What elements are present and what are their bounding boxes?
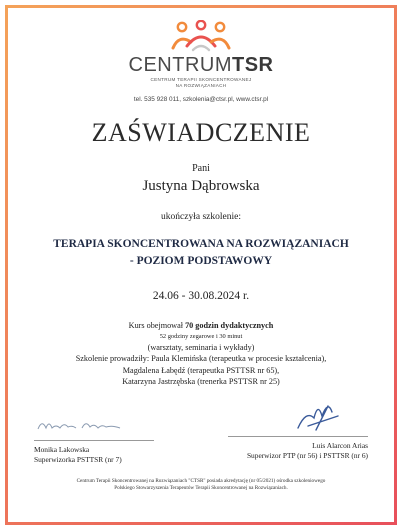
person-name: Justyna Dąbrowska	[142, 178, 260, 194]
logo	[0, 20, 402, 103]
clock-hours: 52 godziny zegarowe i 30 minut	[159, 332, 243, 340]
left-signature	[34, 416, 134, 434]
trainers-line-1: Szkolenie prowadziły: Paula Klemińska (terapeutka w procesie kształcenia),	[75, 354, 327, 364]
brand-name: CENTRUMTSR	[128, 54, 274, 76]
right-signature	[288, 398, 348, 434]
hours-line: Kurs obejmował 70 godzin dydaktycznych	[128, 321, 274, 330]
right-signature-block	[228, 398, 368, 460]
people-logo-icon	[169, 20, 233, 52]
footer-line-2: Polskiego Stowarzyszenia Terapeutów Terapii Skoncentrowanej na Rozwiązaniach.	[114, 485, 288, 491]
course-title	[0, 236, 402, 270]
trainers-line-2: Magdalena Łabędź (terapeutka PSTTSR nr 65),	[122, 365, 280, 375]
trainers-line-3: Katarzyna Jastrzębska (trenerka PSTTSR nr 25)	[122, 377, 280, 387]
brand-subtitle-1: CENTRUM TERAPII SKONCENTROWANEJ	[150, 77, 252, 82]
left-signer-name: Monika Lakowska	[34, 445, 90, 454]
course-title-line1: TERAPIA SKONCENTROWANA NA ROZWIĄZANIACH	[53, 238, 349, 250]
course-details	[0, 320, 402, 388]
right-signature-line	[228, 436, 368, 437]
left-signer-role: Superwizorka PSTTSR (nr 7)	[34, 454, 122, 464]
salutation: Pani	[192, 163, 210, 174]
course-title-line2: - POZIOM PODSTAWOWY	[129, 255, 273, 267]
course-format: (warsztaty, seminaria i wykłady)	[147, 342, 255, 352]
right-signer-role: Superwizor PTP (nr 56) i PSTTSR (nr 6)	[246, 450, 368, 460]
right-signer-name: Luis Alarcon Arias	[312, 441, 368, 450]
course-dates: 24.06 - 30.08.2024 r.	[152, 290, 250, 302]
accreditation-footer	[0, 478, 402, 492]
left-signature-block	[34, 416, 154, 464]
contact-line: tel. 535 928 011, szkolenia@ctsr.pl, www.ctsr.pl	[133, 96, 269, 103]
certificate-title: ZAŚWIADCZENIE	[91, 118, 311, 147]
left-signature-line	[34, 440, 154, 441]
footer-line-1: Centrum Terapii Skoncentrowanej na Rozwiązaniach "CTSR" posiada akredytację (nr 05/2021) ośrodka szkoleniowego	[76, 478, 326, 484]
brand-subtitle-2: NA ROZWIĄZANIACH	[175, 83, 227, 88]
completed-text: ukończyła szkolenie:	[161, 212, 241, 222]
